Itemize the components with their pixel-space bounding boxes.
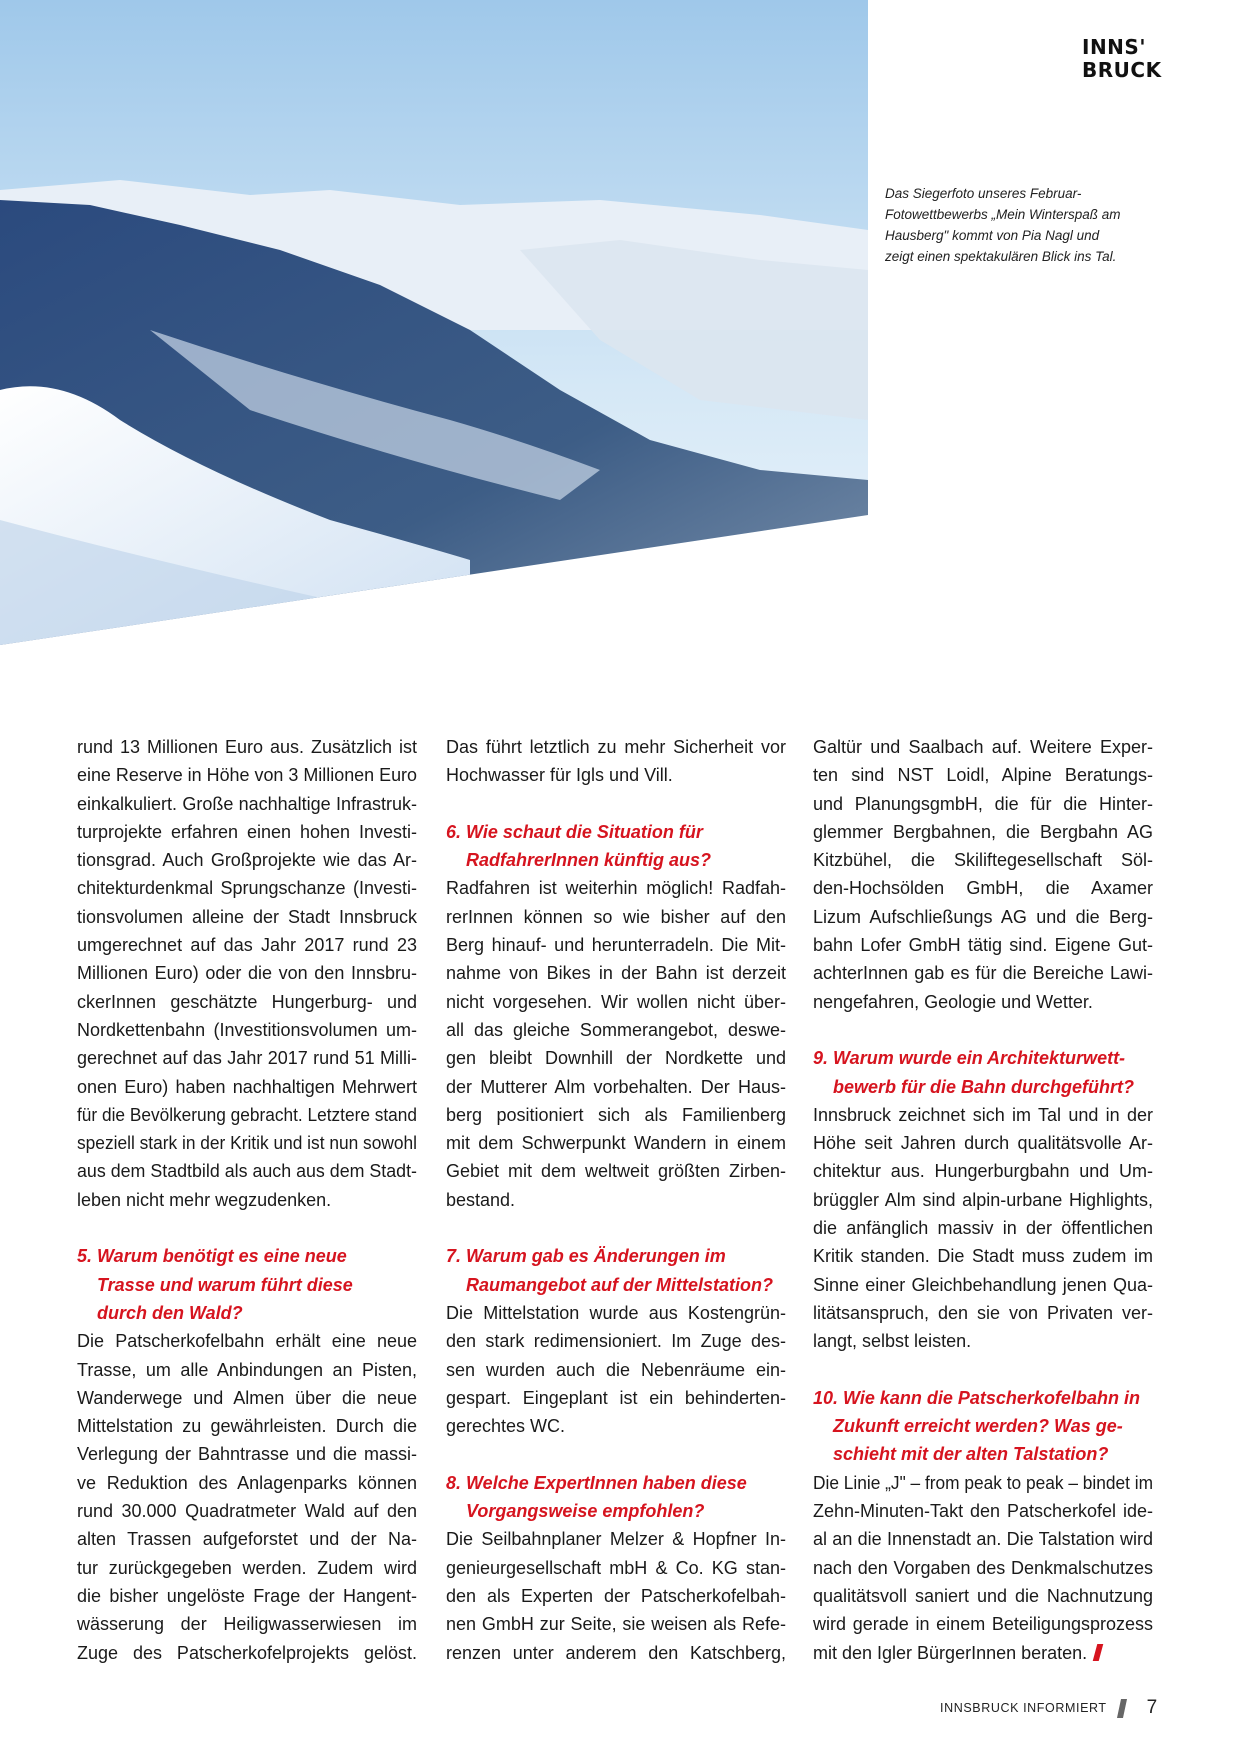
text-line	[446, 761, 786, 789]
text-line-content: berg positioniert sich als Familienberg	[446, 1104, 786, 1125]
slash-mark-icon	[1117, 1699, 1127, 1718]
text-line-content: Zukunft erreicht werden? Was ge-	[833, 1416, 1123, 1437]
text-line	[77, 1242, 417, 1270]
text-line-content: turprojekte erfahren einen hohen Investi-	[77, 821, 417, 842]
text-line	[813, 1299, 1153, 1327]
text-line	[813, 1271, 1153, 1299]
page-number: 7	[1146, 1697, 1158, 1718]
text-line	[77, 1186, 417, 1214]
text-line-content: tionsvolumen alleine der Stadt Innsbruck	[77, 906, 417, 927]
question-heading	[446, 1469, 786, 1526]
body-paragraph	[813, 1101, 1153, 1356]
text-line	[77, 1044, 417, 1072]
text-line-content: litätsanspruch, den sie von Privaten ver-	[813, 1302, 1153, 1323]
text-line	[446, 988, 786, 1016]
text-line-content: Zuge des Patscherkofelprojekts gelöst.	[77, 1642, 417, 1663]
text-line-content: eine Reserve in Höhe von 3 Millionen Euro	[77, 765, 417, 786]
caption-line: zeigt einen spektakulären Blick ins Tal.	[885, 249, 1117, 264]
body-paragraph	[813, 1469, 1153, 1667]
text-line	[77, 931, 417, 959]
text-line	[813, 1186, 1153, 1214]
logo-line-2: BRUCK	[1082, 58, 1162, 82]
text-line-content: rerInnen können so wie bisher auf den	[446, 906, 786, 927]
text-line-content: gespart. Eingeplant ist ein behinderten-	[446, 1387, 786, 1408]
paragraph-gap	[77, 1214, 417, 1242]
text-line-content: speziell stark in der Kritik und ist nun sowohl	[77, 1133, 417, 1154]
text-line-content: den stark redimensioniert. Im Zuge des-	[446, 1331, 786, 1352]
text-line	[77, 818, 417, 846]
text-line-content: tionsgrad. Auch Großprojekte wie das Ar-	[77, 850, 417, 871]
text-line-content: RadfahrerInnen künftig aus?	[466, 850, 712, 871]
text-line	[77, 1497, 417, 1525]
text-line-content: rund 30.000 Quadratmeter Wald auf den	[77, 1501, 417, 1522]
end-mark-icon	[1093, 1644, 1104, 1661]
text-line-content: den als Experten der Patscherkofelbah-	[446, 1585, 786, 1606]
text-line	[813, 1525, 1153, 1553]
paragraph-gap	[813, 1356, 1153, 1384]
text-line	[446, 846, 786, 874]
text-line	[813, 1610, 1153, 1638]
text-line-content: chitekturdenkmal Sprungschanze (Investi-	[77, 878, 417, 899]
text-line	[813, 1101, 1153, 1129]
text-line	[446, 903, 786, 931]
page-footer	[940, 1697, 1157, 1719]
text-line	[813, 988, 1153, 1016]
text-line	[813, 1044, 1153, 1072]
text-line	[813, 846, 1153, 874]
text-line	[77, 1073, 417, 1101]
text-line-content: nach den Vorgaben des Denkmalschutzes	[813, 1557, 1153, 1578]
text-line	[813, 1073, 1153, 1101]
text-line	[77, 959, 417, 987]
text-line-content: Trasse, um alle Anbindungen an Pisten,	[77, 1359, 417, 1380]
text-line	[813, 1214, 1153, 1242]
text-line-content: brüggler Alm sind alpin-urbane Highlights,	[813, 1189, 1153, 1210]
text-line	[813, 1384, 1153, 1412]
text-line	[77, 1610, 417, 1638]
photo-caption	[885, 183, 1155, 267]
text-line-content: und PlanungsgmbH, die für die Hinter-	[813, 793, 1153, 814]
body-paragraph	[446, 1299, 786, 1440]
text-line-content: qualitätsvoll saniert und die Nachnutzung	[813, 1585, 1153, 1606]
text-line	[77, 733, 417, 761]
paragraph-gap	[446, 1440, 786, 1468]
text-line-content: leben nicht mehr wegzudenken.	[77, 1189, 332, 1210]
text-line-content: Berg hinauf- und herunterradeln. Die Mit-	[446, 935, 786, 956]
text-line-content: aus dem Stadtbild als auch aus dem Stadt-	[77, 1161, 417, 1182]
text-line-content: 7. Warum gab es Änderungen im	[446, 1246, 726, 1267]
text-line-content: ten sind NST Loidl, Alpine Beratungs-	[813, 765, 1153, 786]
text-line-content: bestand.	[446, 1189, 516, 1210]
text-line	[813, 733, 1153, 761]
text-line	[77, 1384, 417, 1412]
text-line	[813, 1157, 1153, 1185]
text-line-content: 5. Warum benötigt es eine neue	[77, 1246, 347, 1267]
text-line-content: sen wurden auch die Nebenräume ein-	[446, 1359, 786, 1380]
text-line	[77, 1440, 417, 1468]
text-line	[813, 931, 1153, 959]
text-line	[446, 1384, 786, 1412]
text-line-content: 6. Wie schaut die Situation für	[446, 821, 703, 842]
text-line-content: al an die Innenstadt an. Die Talstation wird	[813, 1529, 1153, 1550]
text-line	[813, 1639, 1153, 1667]
text-line	[77, 1412, 417, 1440]
text-line	[813, 1469, 1153, 1497]
text-line	[446, 1469, 786, 1497]
text-line-content: bewerb für die Bahn durchgeführt?	[833, 1076, 1135, 1097]
text-line	[77, 1299, 417, 1327]
text-line-content: mit den Igler BürgerInnen beraten.	[813, 1642, 1088, 1663]
text-line	[446, 1186, 786, 1214]
text-line	[77, 1101, 417, 1129]
text-line-content: langt, selbst leisten.	[813, 1331, 972, 1352]
text-line	[446, 959, 786, 987]
text-line	[446, 874, 786, 902]
text-line-content: glemmer Bergbahnen, die Bergbahn AG	[813, 821, 1153, 842]
text-line-content: Gebiet mit dem weltweit größten Zirben-	[446, 1161, 786, 1182]
text-line-content: bahn Lofer GmbH tätig sind. Eigene Gut-	[813, 935, 1153, 956]
text-line	[813, 1497, 1153, 1525]
winter-valley-photo	[0, 0, 868, 645]
text-line-content: den-Hochsölden GmbH, die Axamer	[813, 878, 1153, 899]
text-line-content: alten Trassen aufgeforstet und der Na-	[77, 1529, 417, 1550]
text-line-content: Wanderwege und Almen über die neue	[77, 1387, 417, 1408]
text-line-content: ckerInnen geschätzte Hungerburg- und	[77, 991, 417, 1012]
text-line	[813, 1554, 1153, 1582]
paragraph-gap	[446, 790, 786, 818]
text-line	[813, 1327, 1153, 1355]
text-line	[446, 1327, 786, 1355]
text-line	[77, 1554, 417, 1582]
text-line-content: gerechtes WC.	[446, 1416, 566, 1437]
text-line-content: die bisher ungelöste Frage der Hangent-	[77, 1585, 417, 1606]
text-line-content: der Mutterer Alm vorbehalten. Der Haus-	[446, 1076, 786, 1097]
text-line	[446, 931, 786, 959]
text-line-content: Zehn-Minuten-Takt den Patscherkofel ide-	[813, 1501, 1153, 1522]
text-line	[446, 1639, 786, 1667]
text-line-content: achterInnen gab es für die Bereiche Lawi-	[813, 963, 1153, 984]
text-line-content: Höhe seit Jahren durch qualitätsvolle Ar-	[813, 1133, 1153, 1154]
text-line-content: Lizum Aufschließungs AG und die Berg-	[813, 906, 1153, 927]
text-line-content: 9. Warum wurde ein Architekturwett-	[813, 1048, 1126, 1069]
text-line	[813, 1242, 1153, 1270]
text-line	[446, 1525, 786, 1553]
text-line-content: tur zurückgegeben werden. Zudem wird	[77, 1557, 417, 1578]
text-line	[77, 1582, 417, 1610]
text-line	[77, 988, 417, 1016]
question-heading	[446, 818, 786, 875]
text-line-content: 8. Welche ExpertInnen haben diese	[446, 1472, 747, 1493]
text-line-content: chitektur aus. Hungerburgbahn und Um-	[813, 1161, 1153, 1182]
text-line-content: Radfahren ist weiterhin möglich! Radfah-	[446, 878, 786, 899]
text-line	[813, 1582, 1153, 1610]
text-line	[446, 1242, 786, 1270]
text-line-content: Galtür und Saalbach auf. Weitere Exper-	[813, 737, 1153, 757]
publication-name: INNSBRUCK INFORMIERT	[940, 1701, 1107, 1715]
text-line-content: genieurgesellschaft mbH & Co. KG stan-	[446, 1557, 786, 1578]
text-line-content: 10. Wie kann die Patscherkofelbahn in	[813, 1387, 1140, 1408]
text-line-content: umgerechnet auf das Jahr 2017 rund 23	[77, 935, 417, 956]
text-line	[446, 1554, 786, 1582]
text-line-content: renzen unter anderem den Katschberg,	[446, 1642, 786, 1663]
text-line	[446, 1044, 786, 1072]
text-line	[813, 874, 1153, 902]
text-line-content: nahme von Bikes in der Bahn ist derzeit	[446, 963, 786, 984]
logo-line-1: INNS'	[1082, 35, 1146, 59]
text-line	[813, 790, 1153, 818]
question-heading	[77, 1242, 417, 1327]
caption-line: Fotowettbewerbs „Mein Winterspaß am	[885, 207, 1121, 222]
text-line	[813, 903, 1153, 931]
text-line	[77, 1129, 417, 1157]
text-line	[77, 790, 417, 818]
text-line-content: Vorgangsweise empfohlen?	[466, 1501, 705, 1522]
text-line	[813, 1440, 1153, 1468]
paragraph-gap	[813, 1016, 1153, 1044]
text-line	[77, 1016, 417, 1044]
text-line	[77, 874, 417, 902]
text-line	[77, 1356, 417, 1384]
body-paragraph	[77, 733, 417, 1214]
text-line	[77, 761, 417, 789]
text-line	[77, 1271, 417, 1299]
text-line-content: nen GmbH zur Seite, sie weisen als Refe-	[446, 1614, 786, 1635]
text-line-content: Die Patscherkofelbahn erhält eine neue	[77, 1331, 417, 1352]
text-line	[446, 1157, 786, 1185]
question-heading	[446, 1242, 786, 1299]
text-line-content: Hochwasser für Igls und Vill.	[446, 765, 673, 786]
text-line	[813, 1412, 1153, 1440]
text-line-content: Raumangebot auf der Mittelstation?	[466, 1274, 774, 1295]
text-line	[446, 1101, 786, 1129]
text-line	[446, 1412, 786, 1440]
question-heading	[813, 1384, 1153, 1469]
body-paragraph	[446, 733, 786, 790]
text-line	[446, 1271, 786, 1299]
body-paragraph	[446, 874, 786, 1214]
text-line-content: ve Reduktion des Anlagenparks können	[77, 1472, 417, 1493]
text-line	[813, 818, 1153, 846]
text-line-content: Innsbruck zeichnet sich im Tal und in der	[813, 1104, 1153, 1125]
body-paragraph	[77, 1327, 417, 1667]
text-line-content: nicht vorgesehen. Wir wollen nicht über-	[446, 991, 786, 1012]
text-line	[446, 733, 786, 761]
text-line-content: Verlegung der Bahntrasse und die massi-	[77, 1444, 417, 1465]
text-line-content: rund 13 Millionen Euro aus. Zusätzlich ist	[77, 737, 417, 757]
text-line	[446, 1582, 786, 1610]
text-line	[77, 1157, 417, 1185]
text-line-content: Trasse und warum führt diese	[97, 1274, 353, 1295]
text-line	[77, 1525, 417, 1553]
caption-line: Hausberg" kommt von Pia Nagl und	[885, 228, 1100, 243]
text-line-content: Nordkettenbahn (Investitionsvolumen um-	[77, 1019, 417, 1040]
text-line-content: einkalkuliert. Große nachhaltige Infrastruk-	[77, 793, 417, 814]
text-line-content: mit dem Schwerpunkt Wandern in einem	[446, 1133, 786, 1154]
innsbruck-logo	[1082, 36, 1162, 82]
text-line-content: Das führt letztlich zu mehr Sicherheit vor	[446, 737, 786, 757]
text-line	[813, 959, 1153, 987]
text-line-content: nengefahren, Geologie und Wetter.	[813, 991, 1093, 1012]
text-line-content: durch den Wald?	[97, 1302, 243, 1323]
text-line	[77, 1639, 417, 1667]
text-line	[77, 903, 417, 931]
text-line-content: Mittelstation zu gewährleisten. Durch die	[77, 1416, 417, 1437]
text-line	[446, 1497, 786, 1525]
text-line	[446, 1073, 786, 1101]
caption-line: Das Siegerfoto unseres Februar-	[885, 186, 1082, 201]
text-line-content: Millionen Euro) oder die von den Innsbru-	[77, 963, 417, 984]
paragraph-gap	[446, 1214, 786, 1242]
text-line	[77, 846, 417, 874]
text-line-content: schieht mit der alten Talstation?	[833, 1444, 1109, 1465]
text-line-content: gerechnet auf das Jahr 2017 rund 51 Milli-	[77, 1048, 417, 1069]
text-line-content: Die Mittelstation wurde aus Kostengrün-	[446, 1302, 786, 1323]
text-line	[77, 1469, 417, 1497]
text-line-content: Kitzbühel, die Skiliftegesellschaft Söl-	[813, 850, 1153, 871]
body-paragraph	[813, 733, 1153, 1016]
text-column-2	[446, 733, 786, 1667]
text-line	[446, 1016, 786, 1044]
text-column-3	[813, 733, 1153, 1667]
text-line-content: onen Euro) haben nachhaltigen Mehrwert	[77, 1076, 417, 1097]
text-line	[77, 1327, 417, 1355]
text-line-content: all das gleiche Sommerangebot, deswe-	[446, 1019, 786, 1040]
text-line-content: gen bleibt Downhill der Nordkette und	[446, 1048, 786, 1069]
text-line-content: die anfänglich massiv in der öffentlichen	[813, 1218, 1153, 1239]
text-line	[446, 1610, 786, 1638]
text-line	[446, 1129, 786, 1157]
text-line	[446, 1299, 786, 1327]
text-line	[446, 1356, 786, 1384]
text-line	[446, 818, 786, 846]
text-line-content: für die Bevölkerung gebracht. Letztere stand	[77, 1104, 417, 1125]
text-line-content: Kritik standen. Die Stadt muss zudem im	[813, 1246, 1153, 1267]
text-line-content: wird gerade in einem Beteiligungsprozess	[813, 1614, 1153, 1635]
text-line	[813, 761, 1153, 789]
question-heading	[813, 1044, 1153, 1101]
text-line-content: Sinne einer Gleichbehandlung jenen Qua-	[813, 1274, 1153, 1295]
text-line-content: Die Linie „J" – from peak to peak – bindet im	[813, 1472, 1153, 1493]
text-column-1	[77, 733, 417, 1667]
text-line-content: wässerung der Heiligwasserwiesen im	[77, 1614, 417, 1635]
text-line	[813, 1129, 1153, 1157]
text-line-content: Die Seilbahnplaner Melzer & Hopfner In-	[446, 1529, 786, 1550]
body-paragraph	[446, 1525, 786, 1666]
